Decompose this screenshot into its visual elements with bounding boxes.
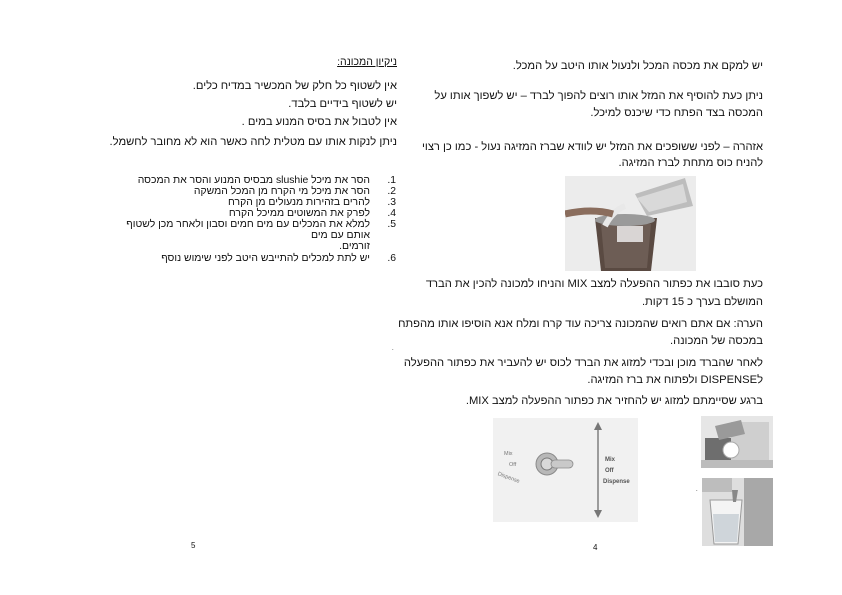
switch-illustration [493,418,638,522]
instruction-para-1: יש למקם את מכסה המכל ולנעול אותו היטב על המכל. [512,60,763,72]
step-text: להרים בזהירות מנעולים מן הקרח [228,197,370,208]
dispense-para-line-1: לאחר שהברד מוכן ובכדי למזוג את הברד לכוס יש להעביר את כפתור ההפעלה [403,357,763,369]
cleaning-para-1: אין לשטוף כל חלק של המכשיר במדיח כלים. [192,80,397,92]
list-item [118,197,396,208]
step-number: 6. [387,253,396,264]
cleaning-para-2: יש לשטוף בידיים בלבד. [288,98,397,110]
list-item [118,175,396,186]
switch-diagram [493,418,638,522]
panel-label-off: Off [509,462,517,468]
machine-top-photo [701,416,773,468]
step-number: 1. [387,175,396,186]
page-number: 4 [593,543,598,552]
list-item [118,186,396,197]
panel-label-dispense: Dispense [496,471,521,485]
instruction-para-2-line-1: ניתן כעת להוסיף את המזל אותו רוצים להפוך לברד – יש לשפוך אותו על [434,90,763,102]
stray-mark: . [696,487,698,493]
stray-mark: . [392,346,394,352]
list-item [118,208,396,219]
cleaning-para-4: ניתן לנקות אותו עם מטלית לחה כאשר הוא לא מחובר לחשמל. [109,136,397,148]
machine-top-illustration [701,416,773,468]
page-number: 5 [191,541,196,550]
step-number: 2. [387,186,396,197]
pouring-illustration [565,176,696,271]
mix-para-line-1: כעת סובבו את כפתור ההפעלה למצב MIX והניחו למכונה להכין את הברד [425,278,763,290]
cleaning-steps-list [118,175,396,264]
arrow-label-dispense: Dispense [603,479,630,485]
instruction-para-2-line-2: המכסה בצד הפתח כדי שיכנס למיכל. [590,107,763,119]
dispense-para-line-2: לDISPENSE ולפתוח את ברז המזיגה. [587,374,763,386]
list-item [118,219,396,252]
step-number: 4. [387,208,396,219]
return-mix-para: ברגע שסיימתם למזוג יש להחזיר את כפתור ההפעלה למצב MIX. [465,395,763,407]
note-para-line-2: במכסה של המכונה. [670,335,763,347]
cleaning-heading: ניקיון המכונה: [337,56,397,68]
list-item [118,253,396,264]
warning-para-line-1: אזהרה – לפני ששופכים את המזל יש לוודא שברז המזיגה נעול - כמו כן רצוי [422,141,763,153]
step-text: למלא את המכלים עם מים חמים וסבון ולאחר מכן לשטוף אותם עם מים [126,219,370,241]
glass-dispensing-photo [702,478,773,546]
note-para-line-1: הערה: אם אתם רואים שהמכונה צריכה עוד קרח ומלח אנא הוסיפו אותו מהפתח [398,318,763,330]
glass-dispensing-illustration [702,478,773,546]
step-text: יש לתת למכלים להתייבש היטב לפני שימוש נוסף [161,253,370,264]
pouring-photo [565,176,696,271]
right-page [398,0,842,595]
panel-label-mix: Mix [504,451,513,457]
step-text: הסר את מיכל slushie מבסיס המנוע והסר את המכסה [137,175,370,186]
step-number: 3. [387,197,396,208]
arrow-label-mix: Mix [605,457,616,463]
cleaning-para-3: אין לטבול את בסיס המנוע במים . [241,116,397,128]
mix-para-line-2: המושלם בערך כ 15 דקות. [641,296,763,308]
step-number: 5. [387,219,396,230]
step-text-continued: זורמים. [339,241,370,252]
warning-para-line-2: להניח כוס מתחת לברז המזיגה. [618,157,763,169]
step-text: לפרק את המשוטים ממיכל הקרח [228,208,370,219]
step-text: הסר את מיכל מי הקרח מן המכל המשקה [193,186,370,197]
arrow-label-off: Off [605,468,614,474]
